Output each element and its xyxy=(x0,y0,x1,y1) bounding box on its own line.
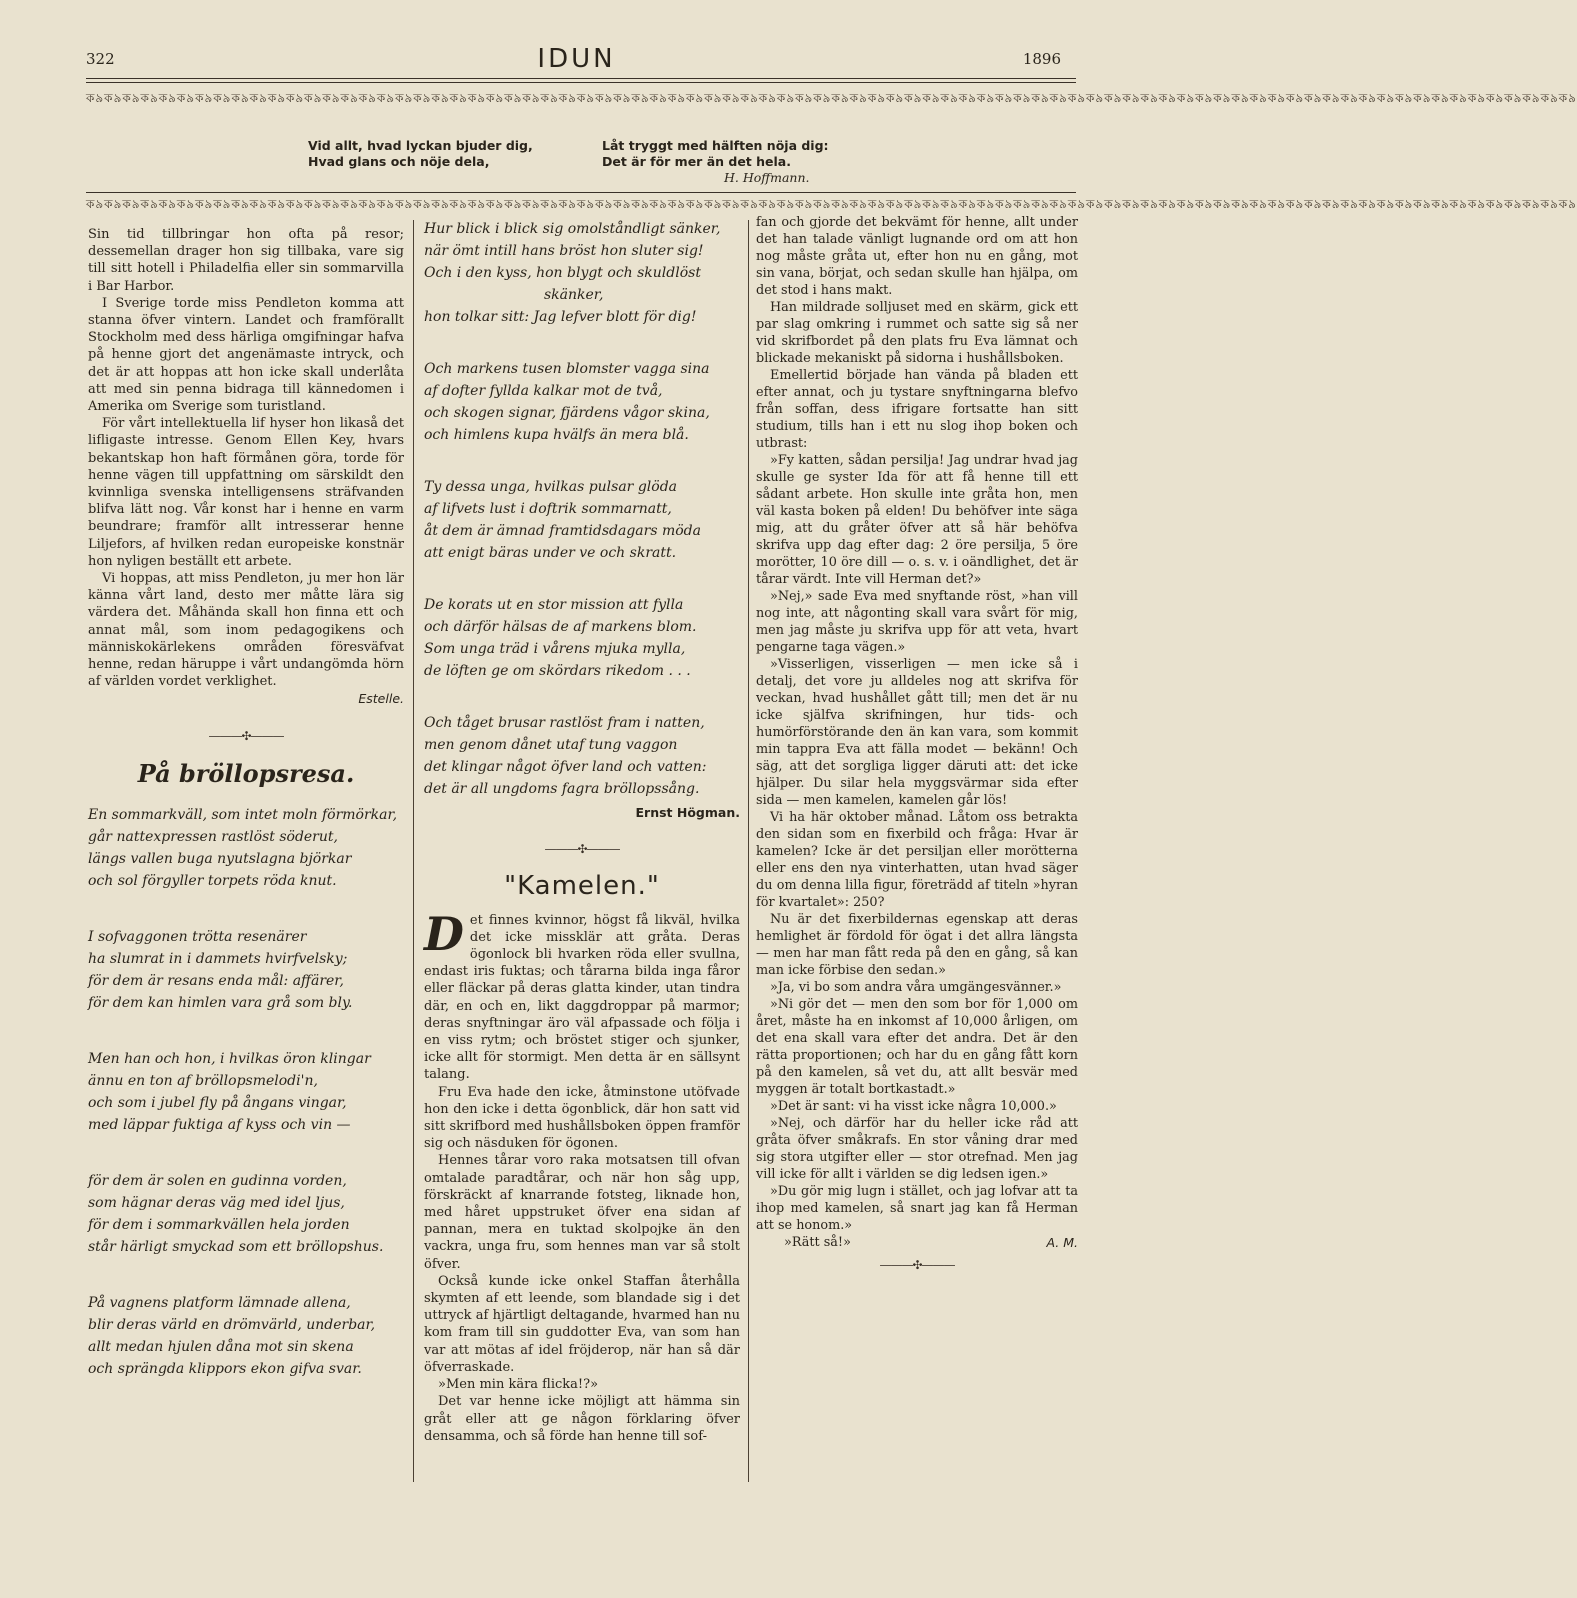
article-paragraph: »Det är sant: vi ha visst icke några 10,000.» xyxy=(770,1099,1057,1114)
drop-cap: D xyxy=(424,906,464,961)
column-3 xyxy=(756,214,1078,1280)
poem-line: allt medan hjulen dåna mot sin skena xyxy=(88,1339,354,1356)
article-paragraph: Nu är det fixerbildernas egenskap att deras hemlighet är fördold för ögat i det allra längsta — men har man fått reda på den en gång, så kan man icke förbise den sedan.» xyxy=(756,912,1078,978)
poem-stanza xyxy=(88,1292,404,1380)
poem-line: Hur blick i blick sig omolståndligt sänker, xyxy=(424,221,721,237)
ornament-border-mid: ক৯ক৯ক৯ক৯ক৯ক৯ক৯ক৯ক৯ক৯ক৯ক৯ক৯ক৯ক৯ক৯ক৯ক৯ক৯ক৯ক৯ক৯ক৯ক৯ক৯ক৯ক৯ক৯ক৯ক৯ক৯ক৯ক৯ক৯ক৯ক৯ক৯ক৯ক৯ক৯ক৯ক৯ক৯ক৯ক৯ক৯ক৯ক৯ক৯ক৯ক৯ক৯ক৯ক৯ক৯ক৯ক৯ক৯ক৯ক৯ক৯ক৯ক৯ক৯ক৯ক৯ক৯ক৯ক৯ক৯ক৯ক৯ক৯ক৯ক৯ক৯ক৯ক৯ক৯ক৯ক৯ক৯ xyxy=(86,197,1577,211)
article-paragraph: Sin tid tillbringar hon ofta på resor; dessemellan drager hon sig tillbaka, vare sig till sitt hotell i Philadelfia eller sin sommarvilla i Bar Harbor. xyxy=(88,227,404,294)
article-paragraph: »Nej,» sade Eva med snyftande röst, »han vill nog inte, att någonting skall vara svårt för mig, men jag måste ju skrifva upp för att veta, hvart pengarne taga vägen.» xyxy=(756,589,1078,655)
poem-line: att enigt bäras under ve och skratt. xyxy=(424,545,677,561)
poem-line: för dem är resans enda mål: affärer, xyxy=(88,973,344,990)
poem-line: Som unga träd i vårens mjuka mylla, xyxy=(424,641,686,657)
poem-stanza xyxy=(88,926,404,1014)
article-signature: Estelle. xyxy=(358,691,404,707)
poem-line: På vagnens platform lämnade allena, xyxy=(88,1295,351,1312)
article-paragraph: »Du gör mig lugn i stället, och jag lofvar att ta ihop med kamelen, så snart jag kan få Herman att se honom.» xyxy=(756,1184,1078,1233)
poem-line: och skogen signar, fjärdens vågor skina, xyxy=(424,405,710,421)
column-1 xyxy=(88,226,404,1414)
quote-right xyxy=(602,138,829,170)
poem-line: när ömt intill hans bröst hon sluter sig! xyxy=(424,243,704,259)
year-label: 1896 xyxy=(1022,50,1061,68)
poem-line: och sprängda klippors ekon gifva svar. xyxy=(88,1361,362,1378)
poem-line: längs vallen buga nyutslagna björkar xyxy=(88,851,352,868)
article-paragraph: Vi ha här oktober månad. Låtom oss betrakta den sidan som en fixerbild och fråga: Hvar är kamelen? Icke är det persiljan eller morötterna eller ens den nya vinterhatten, utan hvad säger du om denna lilla figur, företrädd af titeln »hyran för kvartalet»: 250? xyxy=(756,810,1078,910)
article-paragraph: Det var henne icke möjligt att hämma sin gråt eller att ge någon förklaring öfver densamma, och så förde han henne till sof- xyxy=(424,1394,740,1444)
quote-author: H. Hoffmann. xyxy=(724,170,810,185)
article-paragraph: För vårt intellektuella lif hyser hon likaså det lifligaste intresse. Genom Ellen Key, hvars bekantskap hon haft förmånen göra, torde för henne vägen till uppfattning om särskildt den kvinnliga svenska intelligensens sträfvanden blifva lätt nog. Vår konst har i henne en varm beundrare; framför allt intresserar henne Liljefors, af hvilken redan europeiske konstnär hon nyligen beställt ett arbete. xyxy=(88,416,404,569)
header-rule-2 xyxy=(86,82,1076,83)
quote-rule xyxy=(86,192,1076,193)
quote-line: Hvad glans och nöje dela, xyxy=(308,154,490,169)
poem-stanza xyxy=(424,358,740,446)
article-paragraph: »Men min kära flicka!?» xyxy=(438,1377,599,1393)
closing-quote: »Rätt så!» xyxy=(784,1235,851,1250)
poem-stanza xyxy=(88,1170,404,1258)
quote-left xyxy=(308,138,533,170)
ornament-border-top: ক৯ক৯ক৯ক৯ক৯ক৯ক৯ক৯ক৯ক৯ক৯ক৯ক৯ক৯ক৯ক৯ক৯ক৯ক৯ক৯ক৯ক৯ক৯ক৯ক৯ক৯ক৯ক৯ক৯ক৯ক৯ক৯ক৯ক৯ক৯ক৯ক৯ক৯ক৯ক৯ক৯ক৯ক৯ক৯ক৯ক৯ক৯ক৯ক৯ক৯ক৯ক৯ক৯ক৯ক৯ক৯ক৯ক৯ক৯ক৯ক৯ক৯ক৯ক৯ক৯ক৯ক৯ক৯ক৯ক৯ক৯ক৯ক৯ক৯ক৯ক৯ক৯ক৯ক৯ক৯ক৯ক৯ xyxy=(86,91,1577,105)
poem-line: och himlens kupa hvälfs än mera blå. xyxy=(424,427,689,443)
poem-line: En sommarkväll, som intet moln förmörkar, xyxy=(88,807,398,824)
poem-line: och sol förgyller torpets röda knut. xyxy=(88,873,337,890)
section-divider: ———✣——— xyxy=(208,728,284,743)
article-paragraph: »Fy katten, sådan persilja! Jag undrar hvad jag skulle ge syster Ida för att få henne till ett sådant arbete. Hon skulle inte gråta hon, men väl kasta boken på elden! Du behöfver inte säga mig, att du gråter öfver att så här behöfva skrifva upp dag efter dag: 2 öre persilja, 5 öre morötter, 10 öre dill — o. s. v. i oändlighet, det är tårar värdt. Inte vill Herman det?» xyxy=(756,453,1078,587)
column-divider xyxy=(748,220,749,1482)
poem-line: står härligt smyckad som ett bröllopshus. xyxy=(88,1239,384,1256)
poem-line: Och tåget brusar rastlöst fram i natten, xyxy=(424,715,705,731)
article-paragraph: »Ni gör det — men den som bor för 1,000 om året, måste ha en inkomst af 10,000 årligen, om det ena skall vara efter det andra. Det är den rätta proportionen; och har du en gång fått korn på den kamelen, så vet du, att allt besvär med myggen är totalt bortkastadt.» xyxy=(756,997,1078,1097)
poem-line: men genom dånet utaf tung vaggon xyxy=(424,737,678,753)
column-2 xyxy=(424,218,740,1445)
article-signature: A. M. xyxy=(1046,1235,1078,1250)
poem-author: Ernst Högman. xyxy=(635,805,740,820)
poem-stanza xyxy=(424,476,740,564)
poem-line: Och markens tusen blomster vagga sina xyxy=(424,361,710,377)
poem-line: af lifvets lust i doftrik sommarnatt, xyxy=(424,501,672,517)
section-divider: ———✣——— xyxy=(544,842,620,857)
poem-line: med läppar fuktiga af kyss och vin — xyxy=(88,1117,351,1134)
article-paragraph: Också kunde icke onkel Staffan återhålla skymten af ett leende, som blandade sig i det uttryck af hjärtligt deltagande, hvarmed han nu kom fram till sin guddotter Eva, van som han var att mötas af idel fröjderop, när han så där öfverraskade. xyxy=(424,1273,740,1375)
journal-title: IDUN xyxy=(537,44,616,74)
poem-line: skänker, xyxy=(544,287,604,303)
poem-title: På bröllopsresa. xyxy=(137,758,355,788)
poem-line: de löften ge om skördars rikedom . . . xyxy=(424,663,691,679)
article-paragraph: Fru Eva hade den icke, åtminstone utöfvade hon den icke i detta ögonblick, där hon satt vid sitt skrifbord med hushållsboken öppen framför sig och näsduken för ögonen. xyxy=(424,1084,740,1152)
quote-line: Låt tryggt med hälften nöja dig: xyxy=(602,138,829,153)
poem-line: och därför hälsas de af markens blom. xyxy=(424,619,697,635)
closing-line xyxy=(756,1234,1078,1251)
quote-line: Det är för mer än det hela. xyxy=(602,154,791,169)
poem-line: hon tolkar sitt: Jag lefver blott för dig! xyxy=(424,309,697,325)
poem-line: Ty dessa unga, hvilkas pulsar glöda xyxy=(424,479,678,495)
poem-line: och som i jubel fly på ångans vingar, xyxy=(88,1095,347,1112)
poem-line: det klingar något öfver land och vatten: xyxy=(424,759,707,775)
poem-stanza xyxy=(424,218,740,328)
poem-line: det är all ungdoms fagra bröllopssång. xyxy=(424,781,700,797)
article-paragraph: Emellertid började han vända på bladen ett efter annat, och ju tystare snyftningarna blefvo från soffan, dess ifrigare fortsatte han sitt studium, tills han i ett nu slog ihop boken och utbrast: xyxy=(756,368,1078,451)
poem-line: af dofter fyllda kalkar mot de två, xyxy=(424,383,663,399)
poem-line: för dem kan himlen vara grå som bly. xyxy=(88,995,353,1012)
article-paragraph: Han mildrade solljuset med en skärm, gick ett par slag omkring i rummet och satte sig så ner vid skrifbordet på den plats fru Eva lämnat och blickade mekaniskt på sidorna i hushållsboken. xyxy=(756,300,1078,366)
header-rule xyxy=(86,78,1076,79)
page-number: 322 xyxy=(86,50,115,68)
article-paragraph: Vi hoppas, att miss Pendleton, ju mer hon lär känna vårt land, desto mer måtte lära sig värdera det. Måhända skall hon finna ett och annat mål, som inom pedagogikens och människokärlekens områden föresväfvat henne, redan häruppe i vårt undangömda hörn af världen vordet verklighet. xyxy=(88,571,404,690)
poem-stanza xyxy=(88,804,404,892)
article-paragraph: fan och gjorde det bekvämt för henne, allt under det han talade vänligt lugnande ord om att hon nog måste gråta ut, efter hon nu en gång, mot sin vana, börjat, och sedan skulle han hjälpa, om det stod i hans makt. xyxy=(756,215,1078,298)
poem-line: går nattexpressen rastlöst söderut, xyxy=(88,829,338,846)
story-title: "Kamelen." xyxy=(504,871,660,902)
article-paragraph: I Sverige torde miss Pendleton komma att stanna öfver vintern. Landet och framförallt Stockholm med dess härliga omgifningar hafva på henne gjort det angenämaste intryck, och det är att hoppas att hon icke skall underlåta att med sin penna bidraga till kännedomen i Amerika om Sverige som turistland. xyxy=(88,295,404,415)
poem-line: som hägnar deras väg med idel ljus, xyxy=(88,1195,345,1212)
article-paragraph: »Visserligen, visserligen — men icke så i detalj, det vore ju alldeles nog att skrifva för veckan, hvad hushållet gått till; men det är nu icke själfva skrifningen, hur tids- och humörförstörande den än kan vara, som kommit min tappra Eva att fälla modet — bekänn! Och säg, att det sorgliga ligger däruti att: det icke hjälper. Du silar hela myggsvärmar sida efter sida — men kamelen, kamelen går lös! xyxy=(756,657,1078,808)
poem-line: blir deras värld en drömvärld, underbar, xyxy=(88,1317,376,1334)
section-divider: ———✣——— xyxy=(879,1258,955,1272)
poem-line: för dem i sommarkvällen hela jorden xyxy=(88,1217,350,1234)
article-paragraph: »Ja, vi bo som andra våra umgängesvänner.» xyxy=(770,980,1062,995)
article-paragraph: »Nej, och därför har du heller icke råd att gråta öfver småkrafs. En stor våning drar med sig stora utgifter eller — stor otrefnad. Men jag vill icke för allt i världen se dig ledsen igen.» xyxy=(756,1116,1078,1182)
poem-line: I sofvaggonen trötta resenärer xyxy=(88,929,307,946)
poem-stanza xyxy=(424,594,740,682)
quote-line: Vid allt, hvad lyckan bjuder dig, xyxy=(308,138,533,153)
poem-stanza xyxy=(424,712,740,800)
article-paragraph: Hennes tårar voro raka motsatsen till ofvan omtalade paradtårar, och när hon såg upp, förskräckt af knarrande fotsteg, liknade hon, med håret uppstruket öfver ena sidan af pannan, mera en tuktad skolpojke än den vackra, unga fru, som hennes man var så stolt öfver. xyxy=(424,1153,740,1272)
poem-line: De korats ut en stor mission att fylla xyxy=(424,597,684,613)
poem-line: Men han och hon, i hvilkas öron klingar xyxy=(88,1051,371,1068)
article-paragraph-text: et finnes kvinnor, högst få likväl, hvilka det icke missklär att gråta. Deras ögonlock bli hvarken röda eller svullna, endast iris fuktas; och tårarna bilda inga fåror eller fläckar på deras glatta kinder, utan tindra där, en och en, likt daggdroppar på marmor; deras snyftningar äro väl afpassade och följa i en viss rytm; och bröstet stiger och sjunker, icke allt för stormigt. Men detta är en sällsynt talang. xyxy=(424,912,740,1083)
poem-line: Och i den kyss, hon blygt och skuldlöst xyxy=(424,265,701,281)
poem-line: ha slumrat in i dammets hvirfvelsky; xyxy=(88,951,348,968)
poem-line: åt dem är ämnad framtidsdagars möda xyxy=(424,523,701,539)
poem-line: för dem är solen en gudinna vorden, xyxy=(88,1173,347,1190)
poem-line: ännu en ton af bröllopsmelodi'n, xyxy=(88,1073,318,1090)
article-paragraph xyxy=(424,906,740,1084)
column-divider xyxy=(413,220,414,1482)
poem-stanza xyxy=(88,1048,404,1136)
